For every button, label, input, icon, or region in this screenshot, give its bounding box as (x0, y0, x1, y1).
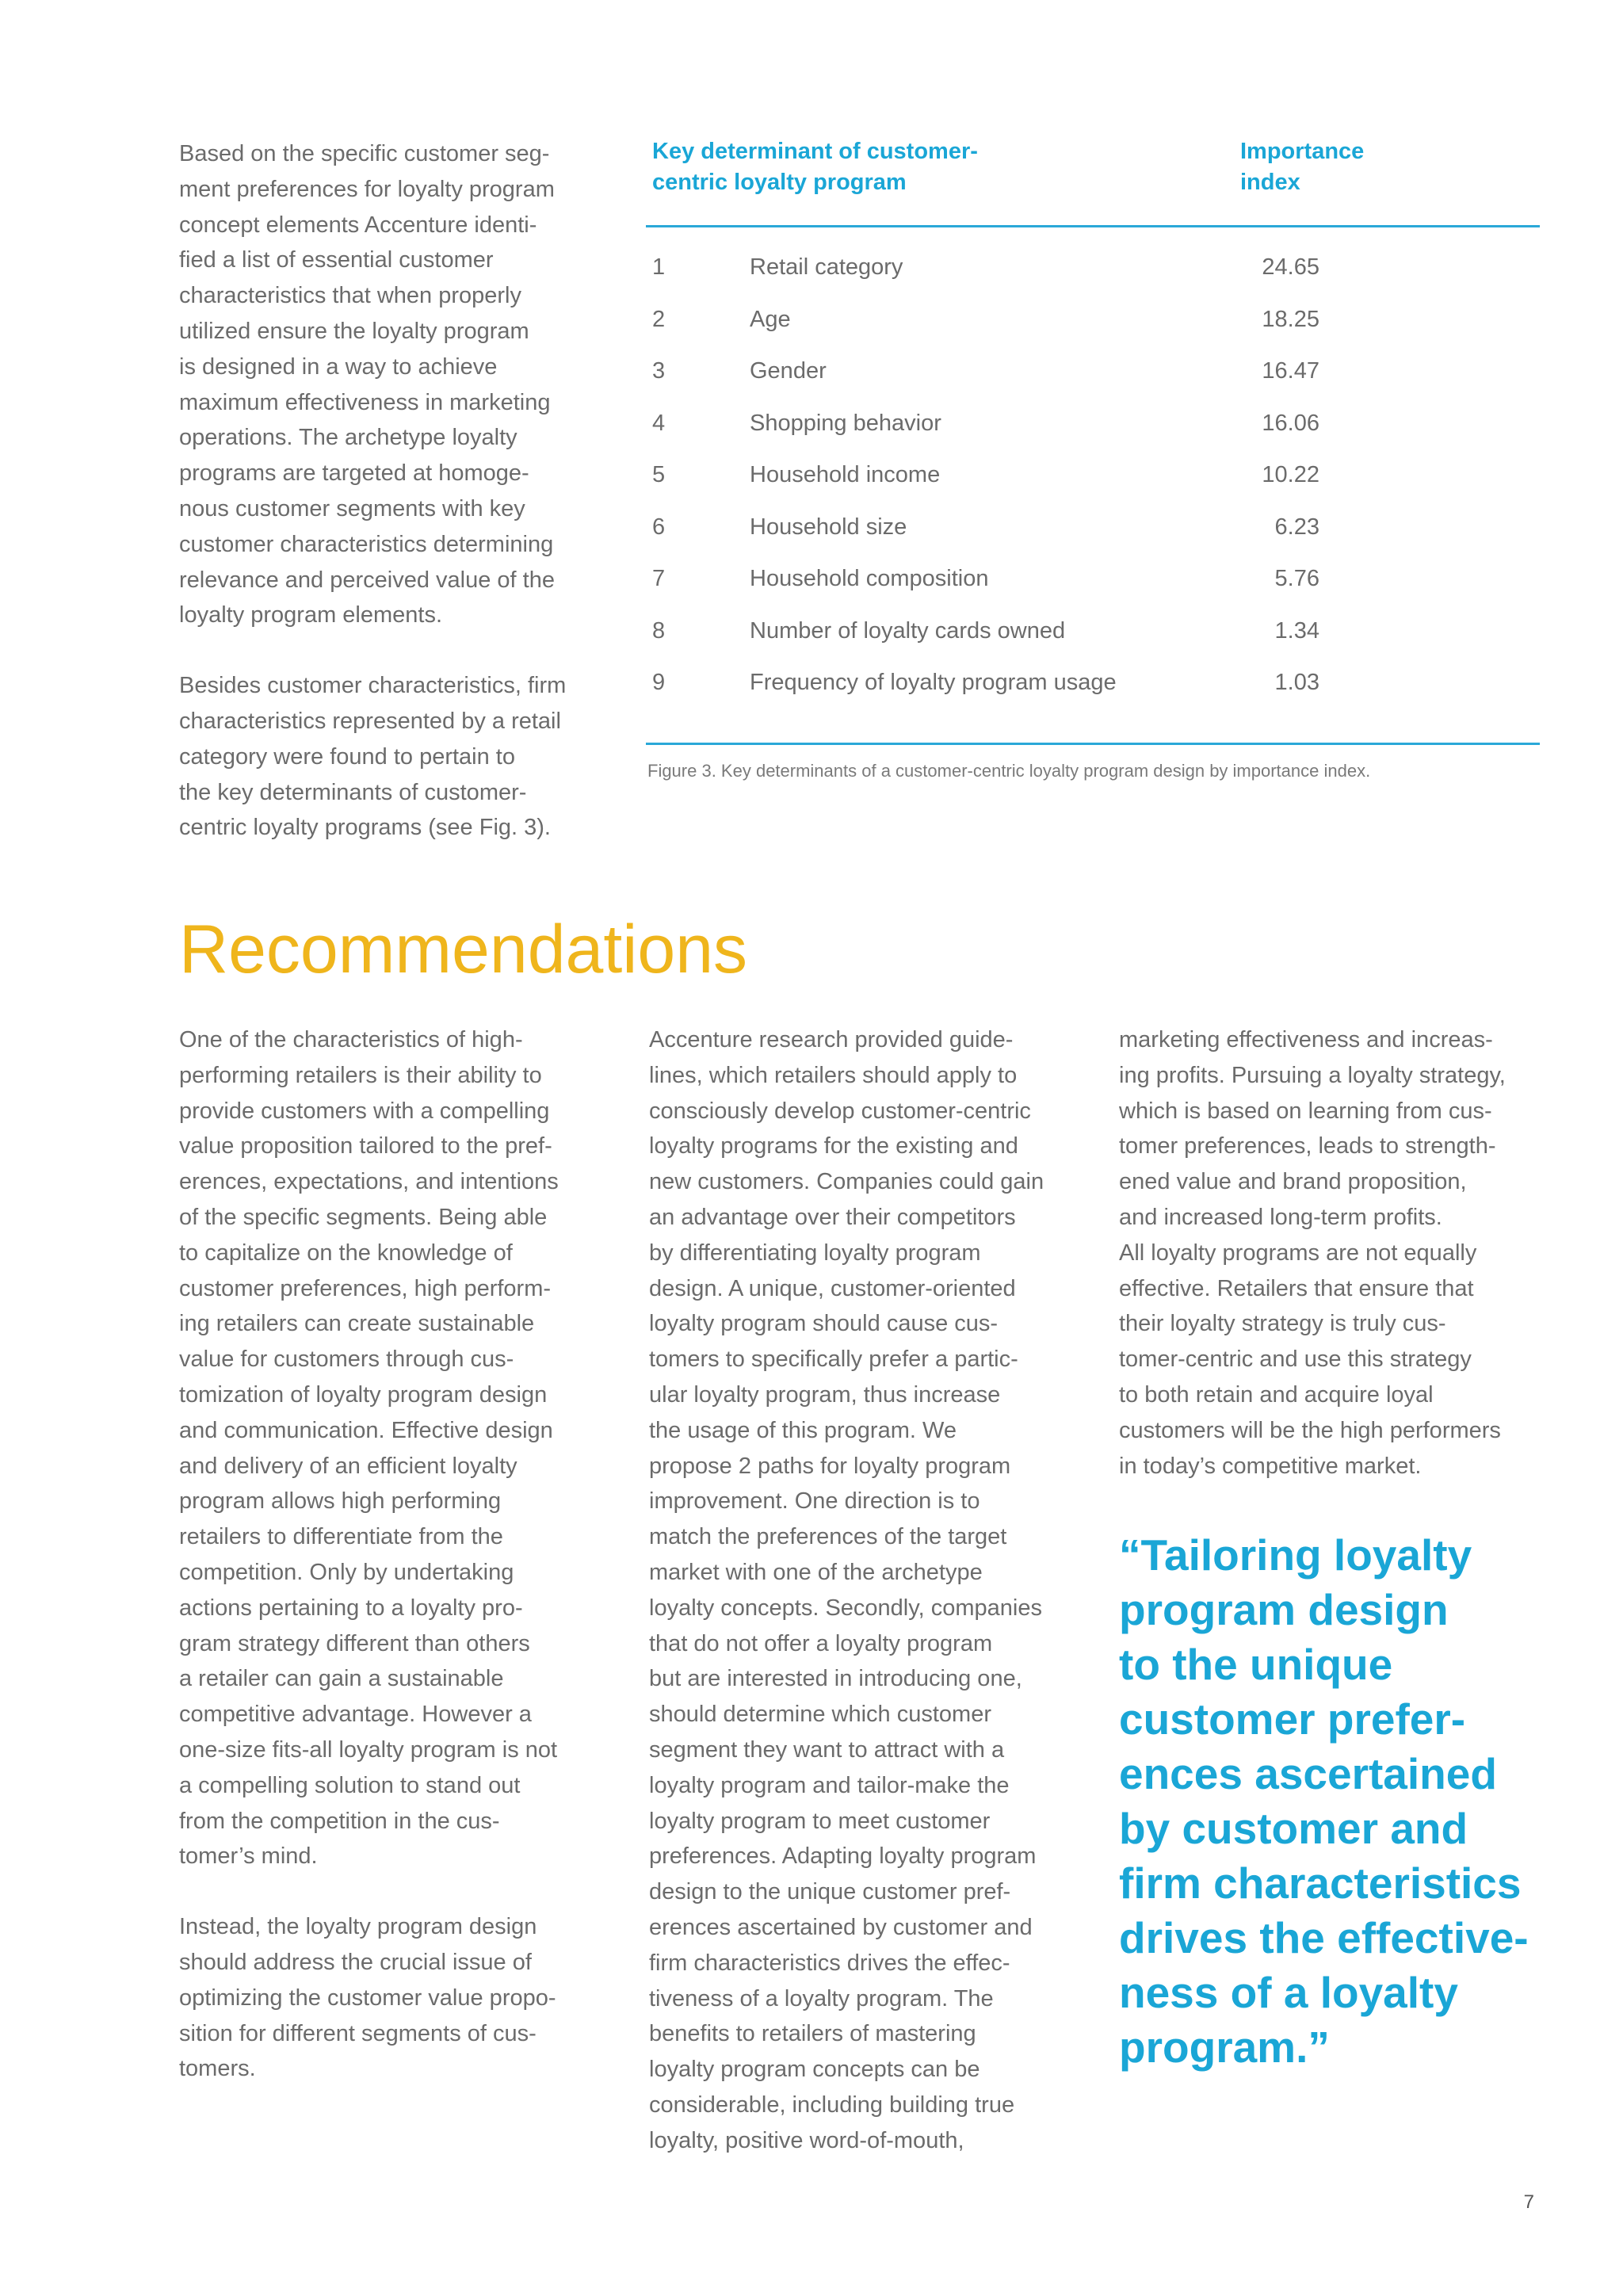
table-row (646, 561, 1540, 613)
row-number: 9 (652, 670, 666, 695)
table-row (646, 665, 1540, 717)
column-1-paragraph-1: One of the characteristics of high- performing retailers is their ability to provide customers with a compelling value proposition tailored to the pref- erences, expectations, and intentions of the specific segments. Being able to capitalize on the knowledge of customer preferences, high perform- ing retailers can create sustainable value for customers through cus- tomization of loyalty program design and communication. Effective design and delivery of an efficient loyalty program allows high performing retailers to differentiate from the competition. Only by undertaking actions pertaining to a loyalty pro- gram strategy different than others a retailer can gain a sustainable competitive advantage. However a one-size fits-all loyalty program is not a compelling solution to stand out from the competition in the cus- tomer’s mind. (179, 1027, 559, 1870)
row-number: 7 (652, 566, 666, 591)
row-value: 6.23 (1274, 514, 1319, 540)
row-label: Age (750, 306, 791, 332)
row-label: Shopping behavior (750, 410, 941, 436)
table-row (646, 250, 1540, 302)
row-label: Household income (750, 462, 941, 487)
column-2-paragraph-1: Accenture research provided guide- lines, which retailers should apply to consciously develop customer-centric loyalty programs for the existing and new customers. Companies could gain an advantage over their competitors by differentiating loyalty program design. A unique, customer-oriented loyalty program should cause cus- tomers to specifically prefer a partic- ular loyalty program, thus increase the usage of this program. We propose 2 paths for loyalty program improvement. One direction is to match the preferences of the target market with one of the archetype loyalty concepts. Secondly, companies that do not offer a loyalty program but are interested in introducing one, should determine which customer segment they want to attract with a loyalty program and tailor-make the loyalty program to meet customer preferences. Adapting loyalty program design to the unique customer pref- erences ascertained by customer and firm characteristics drives the effec- tiveness of a loyalty program. The benefits to retailers of mastering loyalty program concepts can be considerable, including building true loyalty, positive word-of-mouth, (649, 1027, 1044, 2153)
row-value: 16.06 (1262, 410, 1319, 436)
table-row (646, 613, 1540, 666)
table-row (646, 302, 1540, 354)
row-value: 24.65 (1262, 254, 1319, 280)
header-importance-index: Importance index (1240, 139, 1365, 195)
intro-paragraph-2: Besides customer characteristics, firm characteristics represented by a retail category were found to pertain to the key determinants of customer- centric loyalty programs (see Fig. 3). (179, 673, 567, 841)
section-heading: Recommendations (179, 911, 748, 988)
row-number: 3 (652, 358, 666, 384)
table-row (646, 353, 1540, 406)
header-determinant: Key determinant of customer- centric loyalty program (652, 139, 978, 195)
column-3-paragraph-1: marketing effectiveness and increas- ing profits. Pursuing a loyalty strategy, which is based on learning from cus- tomer preferences, leads to strength- ened value and brand proposition, and increased long-term profits. All loyalty programs are not equally effective. Retailers that ensure that their loyalty strategy is truly cus- tomer-centric and use this strategy to both retain and acquire loyal customers will be the high performers in today’s competitive market. (1119, 1027, 1506, 1479)
determinants-table (646, 136, 1540, 783)
row-number: 8 (652, 617, 666, 644)
pull-quote: “Tailoring loyalty program design to the unique customer prefer- ences ascertained by customer and firm characteristics drives the effective- ness of a loyalty program.” (1119, 1530, 1529, 2073)
row-number: 6 (652, 514, 666, 540)
row-value: 5.76 (1274, 566, 1319, 591)
table-row (646, 510, 1540, 562)
page-number: 7 (1523, 2191, 1534, 2213)
row-label: Number of loyalty cards owned (750, 617, 1066, 644)
intro-paragraph-1: Based on the specific customer seg- ment preferences for loyalty program concept elements Accenture identi- fied a list of essential customer characteristics that when properly utilized ensure the loyalty program is designed in a way to achieve maximum effectiveness in marketing operations. The archetype loyalty programs are targeted at homoge- nous customer segments with key customer characteristics determining relevance and perceived value of the loyalty program elements. (179, 141, 555, 628)
table-body (646, 227, 1540, 743)
table-bottom-rule (646, 743, 1540, 745)
row-value: 10.22 (1262, 462, 1319, 487)
row-number: 1 (652, 254, 666, 280)
figure-caption: Figure 3. Key determinants of a customer-centric loyalty program design by importance index. (647, 760, 1371, 781)
row-number: 4 (652, 410, 666, 436)
table-row (646, 457, 1540, 510)
column-3 (1119, 1022, 1563, 2075)
row-number: 2 (652, 306, 666, 332)
row-value: 18.25 (1262, 306, 1319, 332)
row-label: Gender (750, 358, 827, 384)
row-value: 16.47 (1262, 358, 1319, 384)
column-1-paragraph-2: Instead, the loyalty program design should address the crucial issue of optimizing the customer value propo- sition for different segments of cus- tomers. (179, 1914, 556, 2082)
column-2 (649, 1022, 1077, 2159)
row-value: 1.03 (1274, 670, 1319, 695)
column-1 (179, 1022, 607, 2087)
row-label: Household composition (750, 566, 989, 591)
row-number: 5 (652, 462, 666, 487)
row-label: Frequency of loyalty program usage (750, 670, 1117, 695)
intro-text-block (179, 136, 607, 846)
table-header (646, 136, 1540, 225)
row-label: Household size (750, 514, 907, 540)
table-row (646, 406, 1540, 458)
row-label: Retail category (750, 254, 903, 280)
row-value: 1.34 (1274, 617, 1319, 644)
